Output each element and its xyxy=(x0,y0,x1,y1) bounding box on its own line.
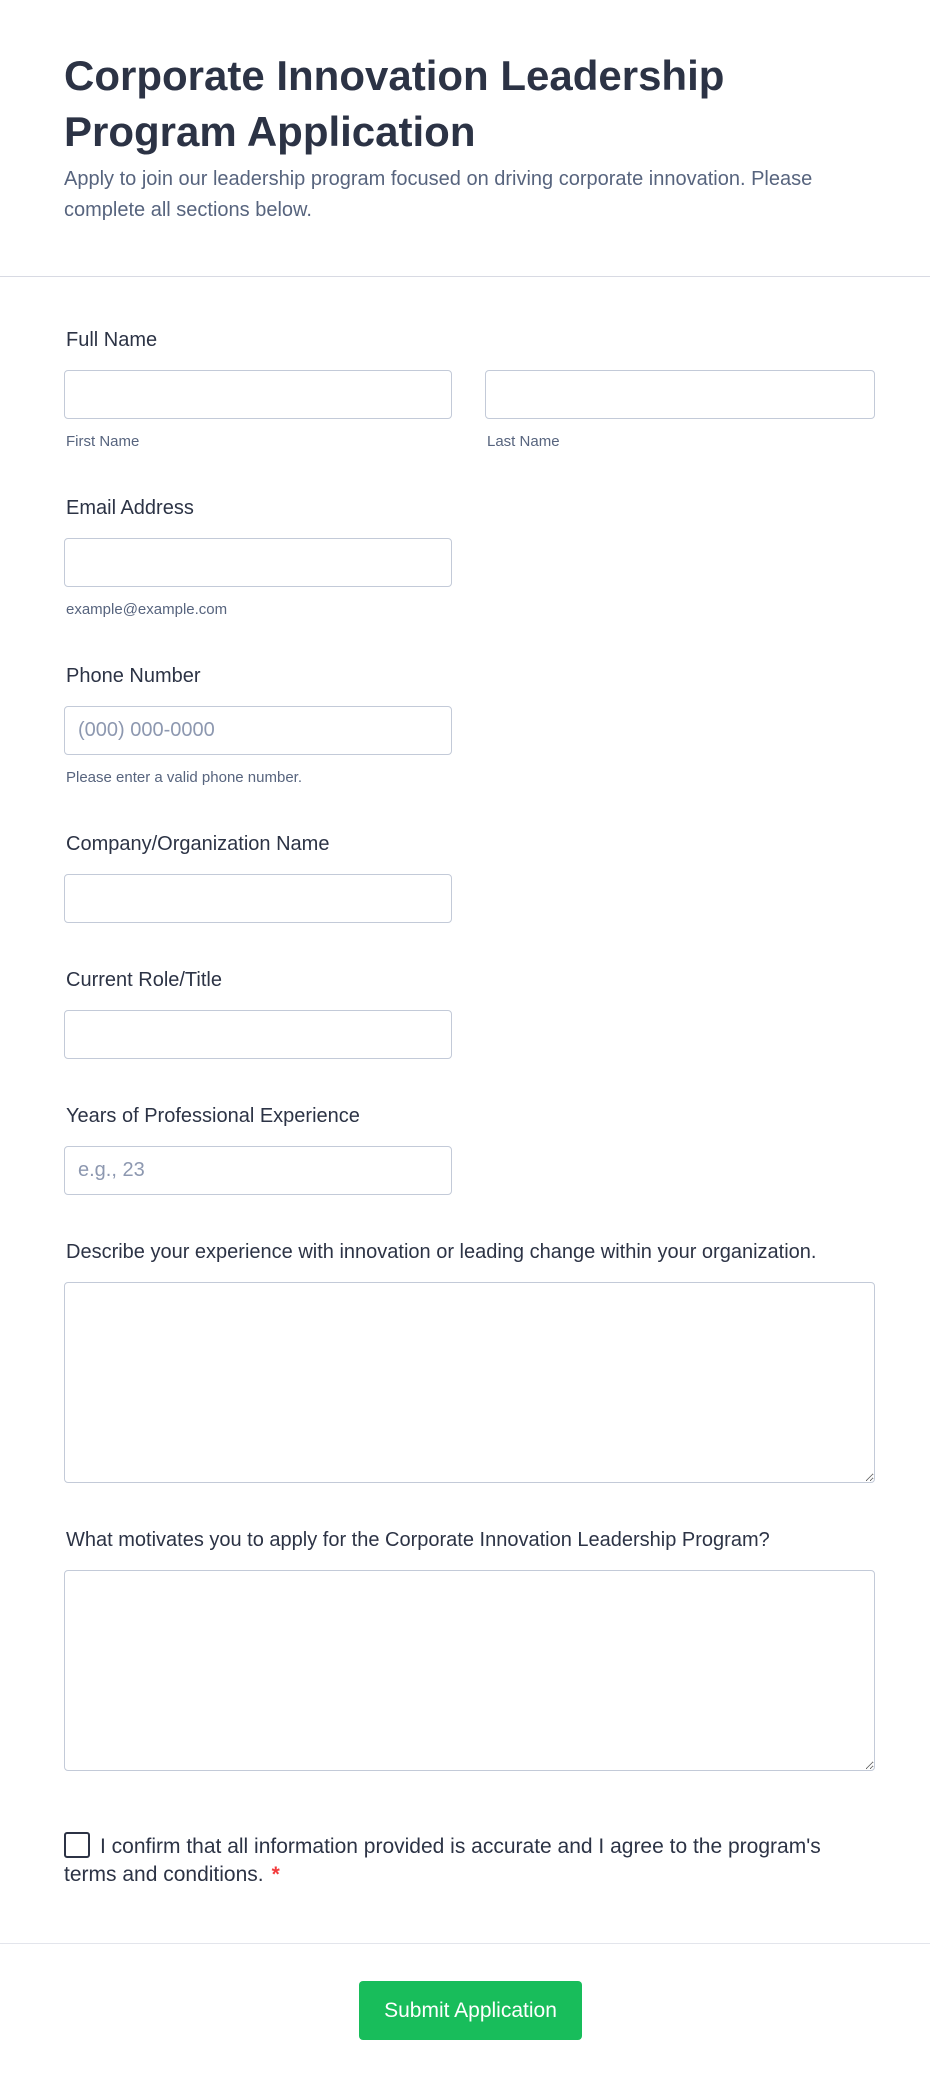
submit-button[interactable]: Submit Application xyxy=(359,1981,582,2040)
experience-years-input[interactable] xyxy=(64,1146,452,1195)
consent-checkbox[interactable] xyxy=(64,1832,90,1858)
form-subtitle: Apply to join our leadership program focused on driving corporate innovation. Please complete all sections below. xyxy=(64,168,813,221)
company-label: Company/Organization Name xyxy=(66,833,330,855)
role-input[interactable] xyxy=(64,1010,452,1059)
phone-sublabel: Please enter a valid phone number. xyxy=(66,769,302,786)
phone-input[interactable] xyxy=(64,706,452,755)
email-input[interactable] xyxy=(64,538,452,587)
phone-label: Phone Number xyxy=(66,665,201,687)
consent-row xyxy=(64,1832,824,1889)
role-label: Current Role/Title xyxy=(66,969,222,991)
company-input[interactable] xyxy=(64,874,452,923)
full-name-label: Full Name xyxy=(66,329,158,351)
innovation-experience-label: Describe your experience with innovation or leading change within your organization. xyxy=(66,1241,817,1263)
innovation-experience-textarea[interactable] xyxy=(64,1282,875,1483)
motivation-textarea[interactable] xyxy=(64,1570,875,1771)
footer-divider xyxy=(0,1943,930,1944)
form-header xyxy=(0,0,930,277)
motivation-label: What motivates you to apply for the Corporate Innovation Leadership Program? xyxy=(66,1529,770,1551)
required-asterisk: * xyxy=(271,1863,280,1886)
email-sublabel: example@example.com xyxy=(66,601,228,618)
first-name-input[interactable] xyxy=(64,370,452,419)
experience-years-label: Years of Professional Experience xyxy=(66,1105,360,1127)
email-label: Email Address xyxy=(66,497,194,519)
first-name-sublabel: First Name xyxy=(66,433,140,450)
last-name-sublabel: Last Name xyxy=(487,433,560,450)
consent-text: I confirm that all information provided is accurate and I agree to the program's terms and conditions. xyxy=(64,1835,821,1886)
last-name-input[interactable] xyxy=(485,370,875,419)
form-title: Corporate Innovation Leadership Program Application xyxy=(64,52,725,155)
